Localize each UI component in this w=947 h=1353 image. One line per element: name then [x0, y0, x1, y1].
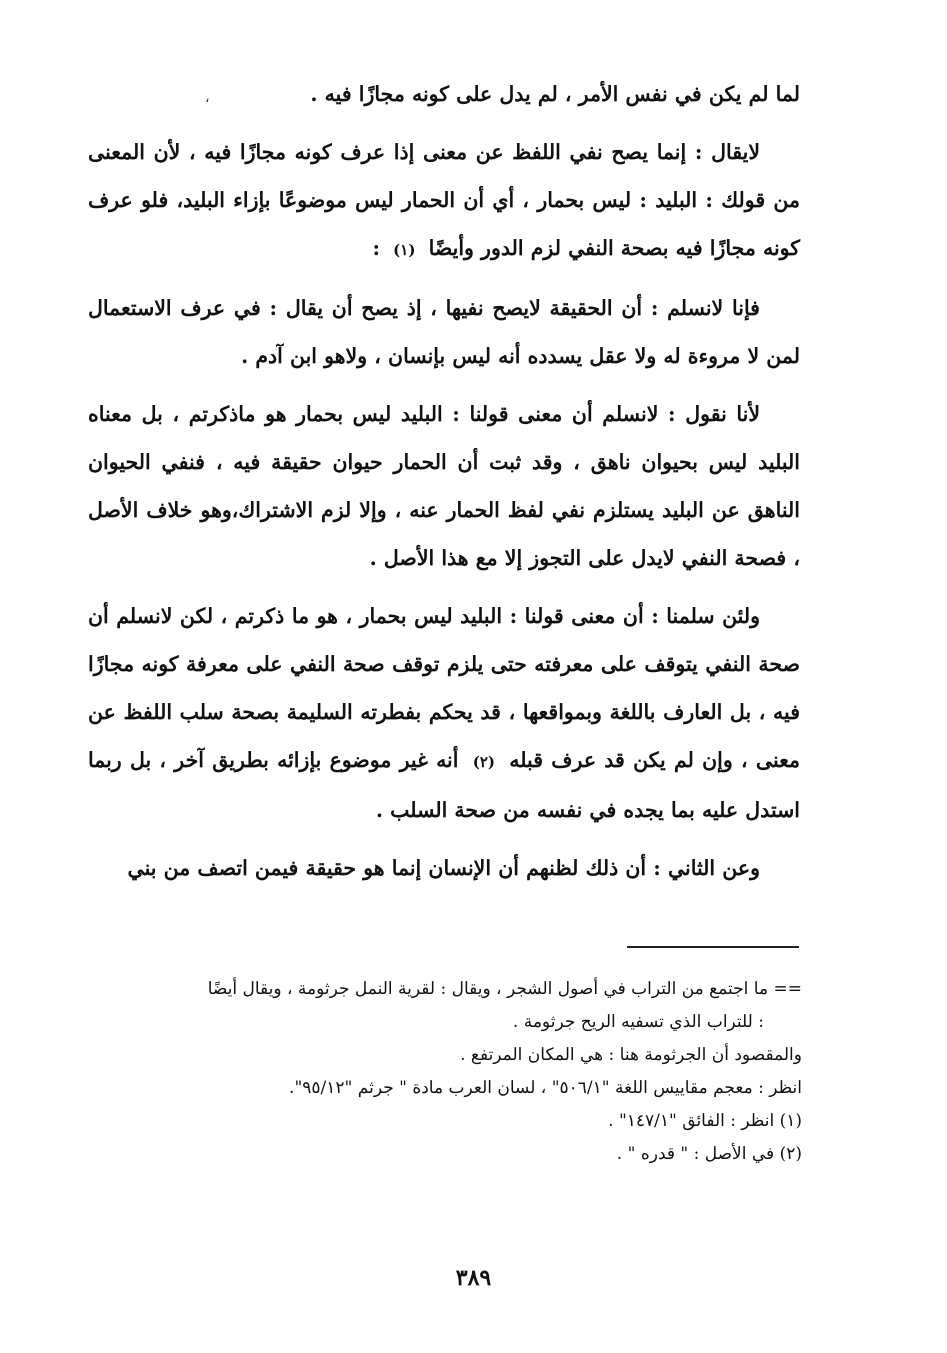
paragraph-body: أن ذلك لظنهم أن الإنسان إنما هو حقيقة فيمن اتصف من بني — [127, 856, 647, 880]
paragraph-li-anna — [88, 390, 800, 582]
footnote-ref-2: (٢) — [472, 753, 495, 771]
footnote-continuation-line-1: == ما اجتمع من التراب في أصول الشجر ، ويقال : لقرية النمل جرثومة ، ويقال أيضًا — [207, 979, 802, 999]
paragraph-body: لانسلم أن معنى قولنا : البليد ليس بحمار هو ماذكرتم ، بل معناه البليد ليس بحيوان ناهق ، وقد ثبت أن الحمار حيوان حقيقة فيه ، فنفي الحيوان الناهق عن البليد يستلزم نفي لفظ الحمار عنه ، وإلا لزم الاشتراك،وهو خلاف الأصل ، فصحة النفي لايدل على التجوز إلا مع هذا الأصل . — [88, 402, 800, 570]
lead-phrase: لأنا نقول : — [668, 402, 761, 426]
footnote-continuation-line-2: : للتراب الذي تسفيه الريح جرثومة . — [512, 1012, 764, 1032]
paragraph-continuation: لما لم يكن في نفس الأمر ، لم يدل على كونه مجازًا فيه . — [310, 82, 800, 106]
paragraph-body: إنما يصح نفي اللفظ عن معنى إذا عرف كونه مجازًا فيه ، لأن المعنى من قولك : البليد : ليس بحمار ، أي أن الحمار ليس موضوعًا بإزاء البليد، فلو عرف كونه مجازًا فيه بصحة النفي لزم الدور وأيضًا — [88, 140, 800, 260]
footnote-separator — [627, 946, 799, 948]
paragraph-la-yuqal — [88, 128, 800, 274]
footnotes — [90, 975, 802, 1173]
paragraph-fa-inna — [88, 284, 800, 380]
paragraph-body-cont: أنه غير موضوع بإزائه بطريق آخر ، بل ربما استدل عليه بما يجده في نفسه من صحة السلب . — [88, 748, 800, 822]
page-number: ٣٨٩ — [455, 1265, 492, 1291]
footnote-ref-1: (١) — [393, 241, 416, 259]
paragraph-wa-lain — [88, 592, 800, 834]
main-text — [88, 70, 800, 892]
lead-phrase: فإنا لانسلم : — [650, 296, 760, 320]
paragraph-wa-an-al-thani — [88, 844, 800, 892]
paragraph-end: : — [372, 236, 381, 260]
lead-phrase: لايقال : — [694, 140, 761, 164]
paragraph-body: أن الحقيقة لايصح نفيها ، إذ يصح أن يقال : في عرف الاستعمال لمن لا مروءة له ولا عقل يسدده أنه ليس بإنسان ، ولاهو ابن آدم . — [88, 296, 800, 368]
lead-phrase: وعن الثاني : — [653, 856, 760, 880]
stray-mark: ، — [205, 90, 210, 106]
paragraph-body: أن معنى قولنا : البليد ليس بحمار ، هو ما ذكرتم ، لكن لانسلم أن صحة النفي يتوقف على معرفته حتى يلزم توقف صحة النفي على معرفة كونه مجازًا فيه ، بل العارف باللغة وبمواقعها ، قد يحكم بفطرته السليمة بصحة سلب اللفظ عن معنى ، وإن لم يكن قد عرف قبله — [88, 604, 800, 772]
footnote-2: (٢) في الأصل : " قدره " . — [616, 1144, 802, 1164]
footnote-see-also: انظر : معجم مقاييس اللغة "٥٠٦/١" ، لسان العرب مادة " جرثم "٩٥/١٢". — [289, 1078, 802, 1098]
footnote-purpose: والمقصود أن الجرثومة هنا : هي المكان المرتفع . — [460, 1045, 802, 1065]
lead-phrase: ولئن سلمنا : — [651, 604, 761, 628]
footnote-1: (١) انظر : الفائق "١٤٧/١" . — [608, 1111, 802, 1131]
